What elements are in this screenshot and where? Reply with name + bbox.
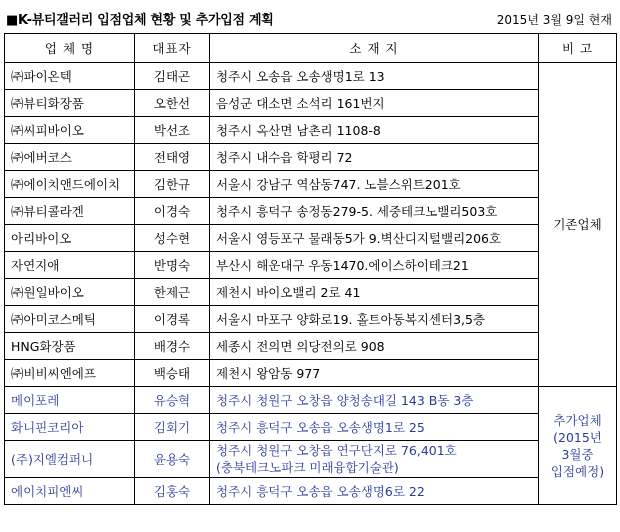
- company-name: (주)지엘컴퍼니: [5, 441, 135, 478]
- company-name: 아리바이오: [5, 225, 135, 252]
- representative-name: 반명숙: [135, 252, 210, 279]
- table-row: [5, 90, 617, 117]
- representative-name: 전태영: [135, 144, 210, 171]
- company-address: 청주시 흥덕구 송정동279-5. 세중테크노밸리503호: [210, 198, 539, 225]
- representative-name: 백승태: [135, 360, 210, 387]
- company-address: 청주시 오송읍 오송생명1로 13: [210, 63, 539, 90]
- company-address: 서울시 마포구 양화로19. 홀트아동복지센터3,5층: [210, 306, 539, 333]
- company-address: 세종시 전의면 의당전의로 908: [210, 333, 539, 360]
- company-address: 제천시 바이오밸리 2로 41: [210, 279, 539, 306]
- column-header-company: 업 체 명: [5, 34, 135, 63]
- company-address: 청주시 흥덕구 오송읍 오송생명6로 22: [210, 478, 539, 505]
- column-header-address: 소 재 지: [210, 34, 539, 63]
- representative-name: 이경숙: [135, 198, 210, 225]
- table-row: [5, 478, 617, 505]
- company-name: ㈜에버코스: [5, 144, 135, 171]
- table-row: [5, 198, 617, 225]
- representative-name: 이경록: [135, 306, 210, 333]
- table-row: [5, 441, 617, 478]
- company-address: 제천시 왕암동 977: [210, 360, 539, 387]
- company-address: 부산시 해운대구 우동1470.에이스하이테크21: [210, 252, 539, 279]
- company-name: 메이포레: [5, 387, 135, 414]
- report-date: 2015년 3월 9일 현재: [496, 13, 612, 27]
- representative-name: 배경수: [135, 333, 210, 360]
- representative-name: 김홍숙: [135, 478, 210, 505]
- representative-name: 김태곤: [135, 63, 210, 90]
- table-body: [5, 63, 617, 505]
- representative-name: 윤용숙: [135, 441, 210, 478]
- table-row: [5, 414, 617, 441]
- table-row: [5, 306, 617, 333]
- note-added: 추가업체 (2015년 3월중 입점예정): [539, 387, 617, 505]
- table-row: [5, 279, 617, 306]
- company-name: ㈜파이온텍: [5, 63, 135, 90]
- representative-name: 김회기: [135, 414, 210, 441]
- table-row: [5, 360, 617, 387]
- column-header-note: 비 고: [539, 34, 617, 63]
- table-row: [5, 117, 617, 144]
- company-address: 청주시 청원구 오창읍 연구단지로 76,401호 (충북테크노파크 미래융합기술관): [210, 441, 539, 478]
- company-table: [4, 33, 617, 505]
- company-name: ㈜뷰티콜라겐: [5, 198, 135, 225]
- company-address: 서울시 강남구 역삼동747. 노블스위트201호: [210, 171, 539, 198]
- company-name: HNG화장품: [5, 333, 135, 360]
- company-address: 음성군 대소면 소석리 161번지: [210, 90, 539, 117]
- table-row: [5, 387, 617, 414]
- representative-name: 유승혁: [135, 387, 210, 414]
- document-title: ■K-뷰티갤러리 입점업체 현황 및 추가입점 계획: [6, 13, 274, 28]
- company-address: 청주시 흥덕구 오송읍 오송생명1로 25: [210, 414, 539, 441]
- company-name: ㈜원일바이오: [5, 279, 135, 306]
- table-row: [5, 252, 617, 279]
- table-header-row: [5, 34, 617, 63]
- company-name: 자연지애: [5, 252, 135, 279]
- company-name: ㈜에이치앤드에이치: [5, 171, 135, 198]
- company-name: ㈜뷰티화장품: [5, 90, 135, 117]
- company-address: 청주시 내수읍 학평리 72: [210, 144, 539, 171]
- representative-name: 오한선: [135, 90, 210, 117]
- representative-name: 김한규: [135, 171, 210, 198]
- company-name: 화니핀코리아: [5, 414, 135, 441]
- company-name: ㈜아미코스메틱: [5, 306, 135, 333]
- company-address: 청주시 옥산면 남촌리 1108-8: [210, 117, 539, 144]
- representative-name: 박선조: [135, 117, 210, 144]
- company-address: 서울시 영등포구 물래동5가 9.벽산디지털밸리206호: [210, 225, 539, 252]
- representative-name: 한제근: [135, 279, 210, 306]
- table-row: [5, 333, 617, 360]
- note-existing: 기존업체: [539, 63, 617, 387]
- column-header-representative: 대표자: [135, 34, 210, 63]
- company-address: 청주시 청원구 오창읍 양청송대길 143 B동 3층: [210, 387, 539, 414]
- company-name: 에이치피엔씨: [5, 478, 135, 505]
- table-row: [5, 171, 617, 198]
- company-name: ㈜비비씨엔에프: [5, 360, 135, 387]
- table-row: [5, 144, 617, 171]
- table-row: [5, 63, 617, 90]
- representative-name: 성수현: [135, 225, 210, 252]
- company-name: ㈜씨피바이오: [5, 117, 135, 144]
- table-row: [5, 225, 617, 252]
